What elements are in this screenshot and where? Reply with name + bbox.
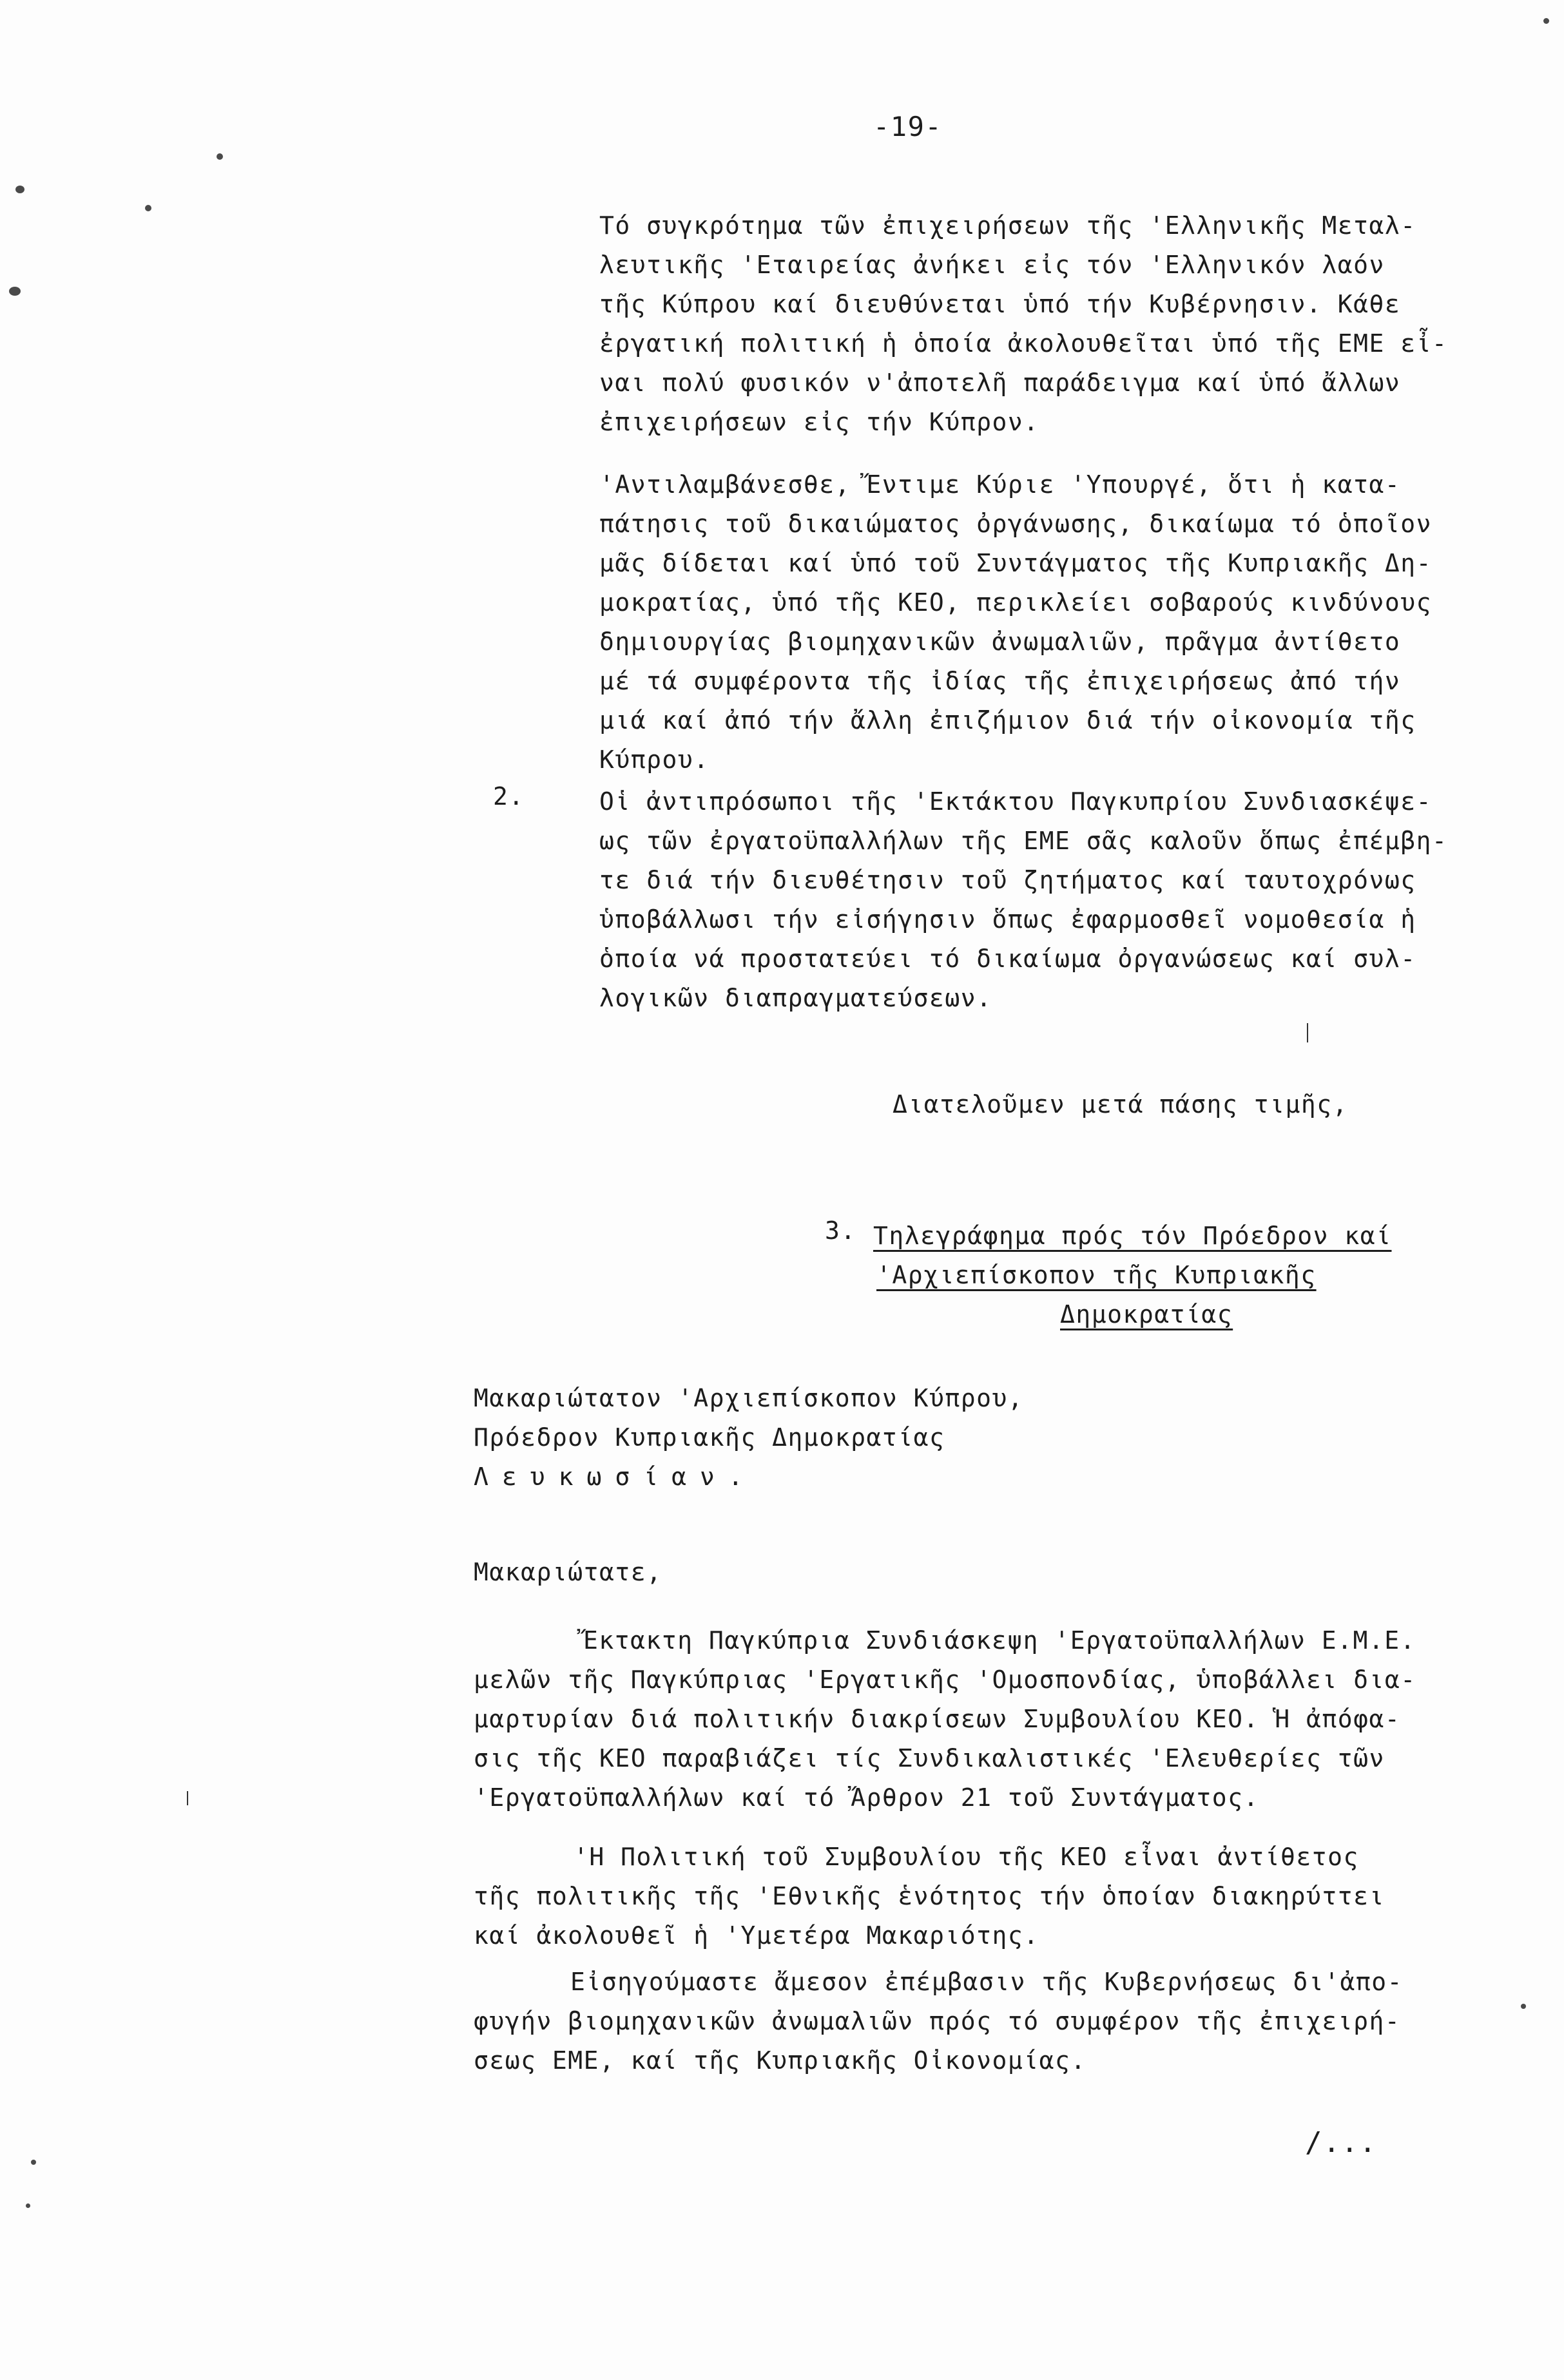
text-line: μαρτυρίαν διά πολιτικήν διακρίσεων Συμβουλίου ΚΕΟ. Ἡ ἀπόφα- [474,1705,1401,1733]
text-line: 'Η Πολιτική τοῦ Συμβουλίου τῆς ΚΕΟ εἶναι ἀντίθετος [574,1843,1359,1871]
scan-mark [187,1791,188,1805]
text-line: σεως ΕΜΕ, καί τῆς Κυπριακῆς Οἰκονομίας. [474,2046,1086,2075]
telegram-body-paragraph-2 [474,1838,1385,1955]
text-line: ως τῶν ἐργατοϋπαλλήλων τῆς ΕΜΕ σᾶς καλοῦν ὅπως ἐπέμβη- [599,827,1448,855]
text-line: μᾶς δίδεται καί ὑπό τοῦ Συντάγματος τῆς Κυπριακῆς Δη- [599,549,1433,577]
text-line: σις τῆς ΚΕΟ παραβιάζει τίς Συνδικαλιστικές 'Ελευθερίες τῶν [474,1744,1385,1772]
address-line: Μακαριώτατον 'Αρχιεπίσκοπον Κύπρου, [474,1384,1024,1412]
item-number-2: 2. [493,782,525,811]
text-line: Ἔκτακτη Παγκύπρια Συνδιάσκεψη 'Εργατοϋπαλλήλων Ε.Μ.Ε. [583,1626,1416,1655]
scan-speck [15,186,24,193]
telegram-heading [873,1216,1391,1334]
scan-mark [1307,1023,1308,1042]
text-line: ἐργατική πολιτική ἡ ὁποία ἀκολουθεῖται ὑπό τῆς ΕΜΕ εἶ- [599,329,1448,358]
text-line: Εἰσηγούμαστε ἄμεσον ἐπέμβασιν τῆς Κυβερνήσεως δι'ἀπο- [570,1968,1404,1996]
text-line: 'Αντιλαμβάνεσθε, Ἔντιμε Κύριε 'Υπουργέ, ὅτι ἡ κατα- [599,470,1401,499]
text-line: καί ἀκολουθεῖ ἡ 'Υμετέρα Μακαριότης. [474,1921,1039,1950]
text-line: Τό συγκρότημα τῶν ἐπιχειρήσεων τῆς 'Ελληνικῆς Μεταλ- [599,211,1416,240]
page-number: -19- [873,111,943,142]
text-line: δημιουργίας βιομηχανικῶν ἀνωμαλιῶν, πρᾶγμα ἀντίθετο [599,628,1401,656]
text-line: τῆς πολιτικῆς τῆς 'Εθνικῆς ἑνότητος τήν ὁποίαν διακηρύττει [474,1882,1385,1910]
scan-speck [31,2160,36,2165]
text-line: Οἱ ἀντιπρόσωποι τῆς 'Εκτάκτου Παγκυπρίου Συνδιασκέψε- [599,787,1433,816]
address-line: Πρόεδρον Κυπριακῆς Δημοκρατίας [474,1423,945,1452]
text-line: πάτησις τοῦ δικαιώματος ὀργάνωσης, δικαίωμα τό ὁποῖον [599,510,1433,538]
scan-speck [26,2203,30,2208]
text-line: φυγήν βιομηχανικῶν ἀνωμαλιῶν πρός τό συμφέρον τῆς ἐπιχειρή- [474,2007,1401,2035]
continuation-mark: /... [1305,2126,1377,2159]
closing-line [893,1085,1348,1124]
scan-speck [1543,18,1549,24]
text-line: τε διά τήν διευθέτησιν τοῦ ζητήματος καί ταυτοχρόνως [599,866,1416,894]
scan-speck [145,205,151,211]
address-line: Λευκωσίαν. [474,1463,757,1491]
text-line: μελῶν τῆς Παγκύπριας 'Εργατικῆς 'Ομοσπονδίας, ὑποβάλλει δια- [474,1665,1416,1694]
text-line: λογικῶν διαπραγματεύσεων. [599,984,992,1012]
heading-line: 'Αρχιεπίσκοπον τῆς Κυπριακῆς [876,1261,1317,1289]
text-line: ὑποβάλλωσι τήν εἰσήγησιν ὅπως ἐφαρμοσθεῖ νομοθεσία ἡ [599,905,1416,934]
salutation-text: Μακαριώτατε, [474,1558,662,1586]
text-line: λευτικῆς 'Εταιρείας ἀνήκει εἰς τόν 'Ελληνικόν λαόν [599,251,1385,279]
salutation [474,1553,662,1592]
heading-line: Δημοκρατίας [1060,1300,1233,1329]
telegram-body-paragraph-3 [474,1963,1403,2080]
heading-line: Τηλεγράφημα πρός τόν Πρόεδρον καί [873,1222,1392,1250]
recipient-address [474,1379,1023,1497]
text-line: μοκρατίας, ὑπό τῆς ΚΕΟ, περικλείει σοβαρούς κινδύνους [599,588,1433,617]
text-line: μέ τά συμφέροντα τῆς ἰδίας τῆς ἐπιχειρήσεως ἀπό τήν [599,667,1401,695]
scan-speck [217,153,223,160]
paragraph-ekmetalleuseos [599,206,1447,442]
text-line: ναι πολύ φυσικόν ν'ἀποτελῆ παράδειγμα καί ὑπό ἄλλων [599,369,1401,397]
item-number-3: 3. [825,1216,856,1245]
telegram-body-paragraph-1 [474,1621,1416,1818]
scan-speck [1521,2004,1526,2009]
text-line: Κύπρου. [599,745,710,774]
paragraph-antilamvanesthe [599,465,1432,780]
text-line: ἐπιχειρήσεων εἰς τήν Κύπρον. [599,408,1039,436]
text-line: 'Εργατοϋπαλλήλων καί τό Ἄρθρον 21 τοῦ Συντάγματος. [474,1783,1259,1812]
text-line: μιά καί ἀπό τήν ἄλλη ἐπιζήμιον διά τήν οἰκονομία τῆς [599,706,1416,734]
closing-text: Διατελοῦμεν μετά πάσης τιμῆς, [893,1090,1348,1118]
paragraph-antiprosopoi [599,782,1447,1018]
text-line: τῆς Κύπρου καί διευθύνεται ὑπό τήν Κυβέρνησιν. Κάθε [599,290,1401,318]
scan-speck [9,287,21,296]
text-line: ὁποία νά προστατεύει τό δικαίωμα ὀργανώσεως καί συλ- [599,945,1416,973]
